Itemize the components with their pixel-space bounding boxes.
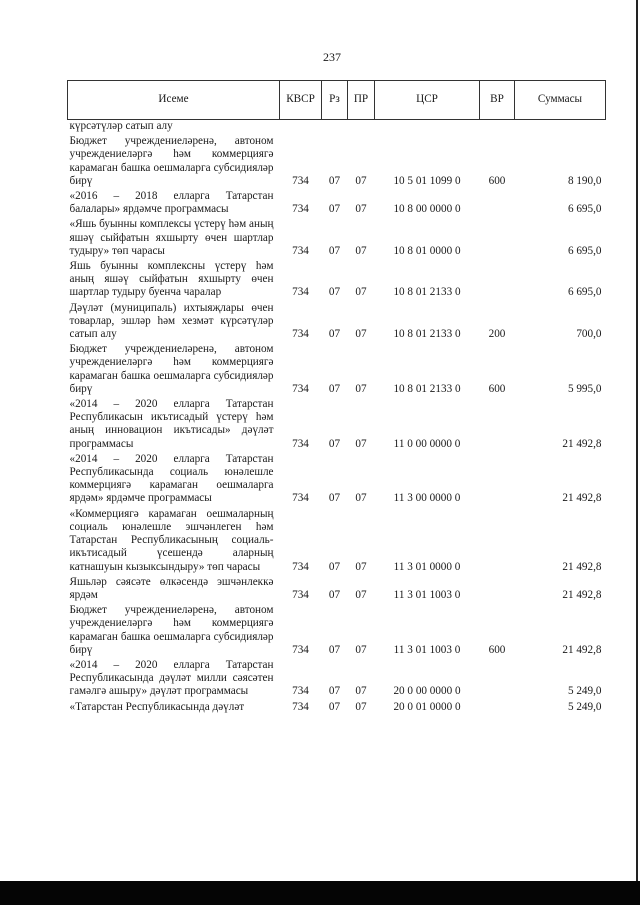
table-row (68, 190, 606, 218)
table-header-row (68, 81, 606, 120)
row-csr: 10 8 01 2133 0 (393, 382, 461, 395)
row-name: «2014 – 2020 елларга Татарстан Республикасын икътисадый үстерү һәм аның инновацион икътисады» дәүләт программасы (69, 398, 274, 450)
page-number: 237 (323, 50, 341, 64)
row-vr: 600 (488, 382, 506, 395)
budget-table (67, 80, 606, 716)
row-sum: 5 249,0 (567, 685, 602, 698)
row-vr (480, 120, 515, 136)
row-sum (515, 120, 606, 136)
row-rz: 07 (328, 328, 341, 341)
column-header-csr: ЦСР (375, 81, 480, 120)
row-kvsr: 734 (292, 174, 309, 187)
row-csr: 20 0 01 0000 0 (393, 700, 461, 713)
row-rz: 07 (328, 286, 341, 299)
row-kvsr: 734 (292, 700, 309, 713)
row-csr: 11 3 01 1003 0 (393, 588, 461, 601)
row-name: «2014 – 2020 елларга Татарстан Республикасында дәүләт милли сәясәтен гамәлгә ашыру» дәүләт программасы (69, 658, 274, 698)
row-pr: 07 (355, 437, 367, 450)
row-vr: 200 (488, 328, 506, 341)
row-sum: 21 492,8 (562, 560, 602, 573)
row-sum: 6 695,0 (567, 203, 602, 216)
row-rz: 07 (328, 203, 341, 216)
row-vr: 600 (488, 174, 506, 187)
row-kvsr: 734 (292, 492, 309, 505)
row-name: Яшь буынны комплексны үстерү һәм аның яшәү сыйфатын яхшырту өчен шартлар тудыру буенча чаралар (69, 260, 274, 299)
row-pr: 07 (355, 492, 367, 505)
row-vr (480, 190, 515, 218)
row-csr: 11 3 01 1003 0 (393, 643, 461, 656)
column-header-rz: Рз (322, 81, 348, 120)
row-rz: 07 (328, 588, 341, 601)
row-csr: 10 8 00 0000 0 (393, 203, 461, 216)
table-row (68, 576, 606, 604)
row-rz: 07 (328, 492, 341, 505)
row-kvsr: 734 (292, 203, 309, 216)
row-vr (480, 576, 515, 604)
row-kvsr: 734 (292, 685, 309, 698)
row-kvsr: 734 (292, 437, 309, 450)
row-name: Дәүләт (муниципаль) ихтыяҗлары өчен товарлар, эшләр һәм хезмәт күрсәтүләр сатып алу (69, 301, 274, 341)
row-pr: 07 (355, 560, 367, 573)
row-name: Бюджет учреждениеләренә, автоном учреждениеләргә һәм коммерциягә карамаган башка оешмаларга субсидияләр бирү (69, 135, 274, 187)
row-name: «Яшь буынны комплексы үстерү һәм аның яшәү сыйфатын яхшырту өчен шартлар тудыру» төп чарасы (69, 218, 274, 257)
table-row (68, 453, 606, 508)
row-rz: 07 (328, 174, 341, 187)
row-pr: 07 (355, 685, 367, 698)
row-sum: 700,0 (576, 328, 602, 341)
row-vr (480, 218, 515, 260)
row-rz: 07 (328, 382, 341, 395)
table-row (68, 701, 606, 716)
row-vr (480, 701, 515, 716)
column-header-pr: ПР (348, 81, 375, 120)
row-name: Бюджет учреждениеләренә, автоном учреждениеләргә һәм коммерциягә карамаган башка оешмаларга субсидияләр бирү (69, 343, 274, 395)
row-rz: 07 (328, 560, 341, 573)
row-vr (480, 453, 515, 508)
row-pr (348, 120, 375, 136)
row-pr: 07 (355, 588, 367, 601)
row-kvsr: 734 (292, 382, 309, 395)
row-sum: 21 492,8 (562, 437, 602, 450)
row-kvsr: 734 (292, 560, 309, 573)
row-kvsr: 734 (292, 588, 309, 601)
row-kvsr: 734 (292, 244, 309, 257)
table-row (68, 218, 606, 260)
row-csr: 10 8 01 2133 0 (393, 286, 461, 299)
row-csr (375, 120, 480, 136)
table-row (68, 508, 606, 576)
row-pr: 07 (355, 328, 367, 341)
table-row (68, 659, 606, 701)
row-sum: 21 492,8 (562, 643, 602, 656)
row-name: Яшьләр сәясәте өлкәсендә эшчәнлеккә ярдәм (69, 575, 274, 601)
row-rz: 07 (328, 643, 341, 656)
row-vr (480, 260, 515, 302)
row-pr: 07 (355, 286, 367, 299)
row-name: «Коммерциягә карамаган оешмаларның социаль юнәлешле эшчәнлеген һәм Татарстан Республикасының социаль-икътисадый үсешендә аларның катнашуын кызыксындыру» төп чарасы (69, 507, 274, 573)
row-sum: 5 995,0 (567, 382, 602, 395)
row-sum: 5 249,0 (567, 700, 602, 713)
row-rz: 07 (328, 437, 341, 450)
row-csr: 11 3 00 0000 0 (393, 492, 461, 505)
row-rz: 07 (328, 685, 341, 698)
row-name: «Татарстан Республикасында дәүләт (69, 700, 245, 713)
row-csr: 11 3 01 0000 0 (393, 560, 461, 573)
row-csr: 20 0 00 0000 0 (393, 685, 461, 698)
column-header-vr: ВР (480, 81, 515, 120)
column-header-kvsr: КВСР (280, 81, 322, 120)
row-csr: 10 5 01 1099 0 (393, 174, 461, 187)
row-sum: 21 492,8 (562, 492, 602, 505)
row-kvsr: 734 (292, 286, 309, 299)
row-pr: 07 (355, 174, 367, 187)
row-name: «2016 – 2018 елларга Татарстан балалары» ярдәмче программасы (69, 190, 274, 216)
row-pr: 07 (355, 244, 367, 257)
row-rz: 07 (328, 244, 341, 257)
row-sum: 6 695,0 (567, 286, 602, 299)
row-vr: 600 (488, 643, 506, 656)
row-csr: 11 0 00 0000 0 (393, 437, 461, 450)
table-row (68, 135, 606, 190)
row-name: Бюджет учреждениеләренә, автоном учреждениеләргә һәм коммерциягә карамаган башка оешмаларга субсидияләр бирү (69, 604, 274, 656)
row-vr (480, 659, 515, 701)
row-csr: 10 8 01 2133 0 (393, 328, 461, 341)
row-pr: 07 (355, 700, 367, 713)
table-row (68, 604, 606, 659)
row-name: «2014 – 2020 елларга Татарстан Республикасында социаль юнәлешле коммерциягә карамаган оешмаларга ярдәм» ярдәмче программасы (69, 452, 274, 505)
row-kvsr (280, 120, 322, 136)
row-kvsr: 734 (292, 643, 309, 656)
column-header-sum: Суммасы (515, 81, 606, 120)
row-pr: 07 (355, 382, 367, 395)
row-rz (322, 120, 348, 136)
row-name: күрсәтүләр сатып алу (69, 120, 173, 132)
row-sum: 6 695,0 (567, 244, 602, 257)
row-pr: 07 (355, 643, 367, 656)
table-row (68, 120, 606, 136)
row-kvsr: 734 (292, 328, 309, 341)
table-row (68, 260, 606, 302)
table-row (68, 343, 606, 398)
column-header-name: Исеме (68, 81, 280, 120)
row-rz: 07 (328, 700, 341, 713)
row-vr (480, 398, 515, 453)
row-csr: 10 8 01 0000 0 (393, 244, 461, 257)
row-sum: 8 190,0 (567, 174, 602, 187)
row-sum: 21 492,8 (562, 588, 602, 601)
scan-bottom-band (0, 881, 640, 905)
table-row (68, 302, 606, 344)
row-vr (480, 508, 515, 576)
row-pr: 07 (355, 203, 367, 216)
table-row (68, 398, 606, 453)
